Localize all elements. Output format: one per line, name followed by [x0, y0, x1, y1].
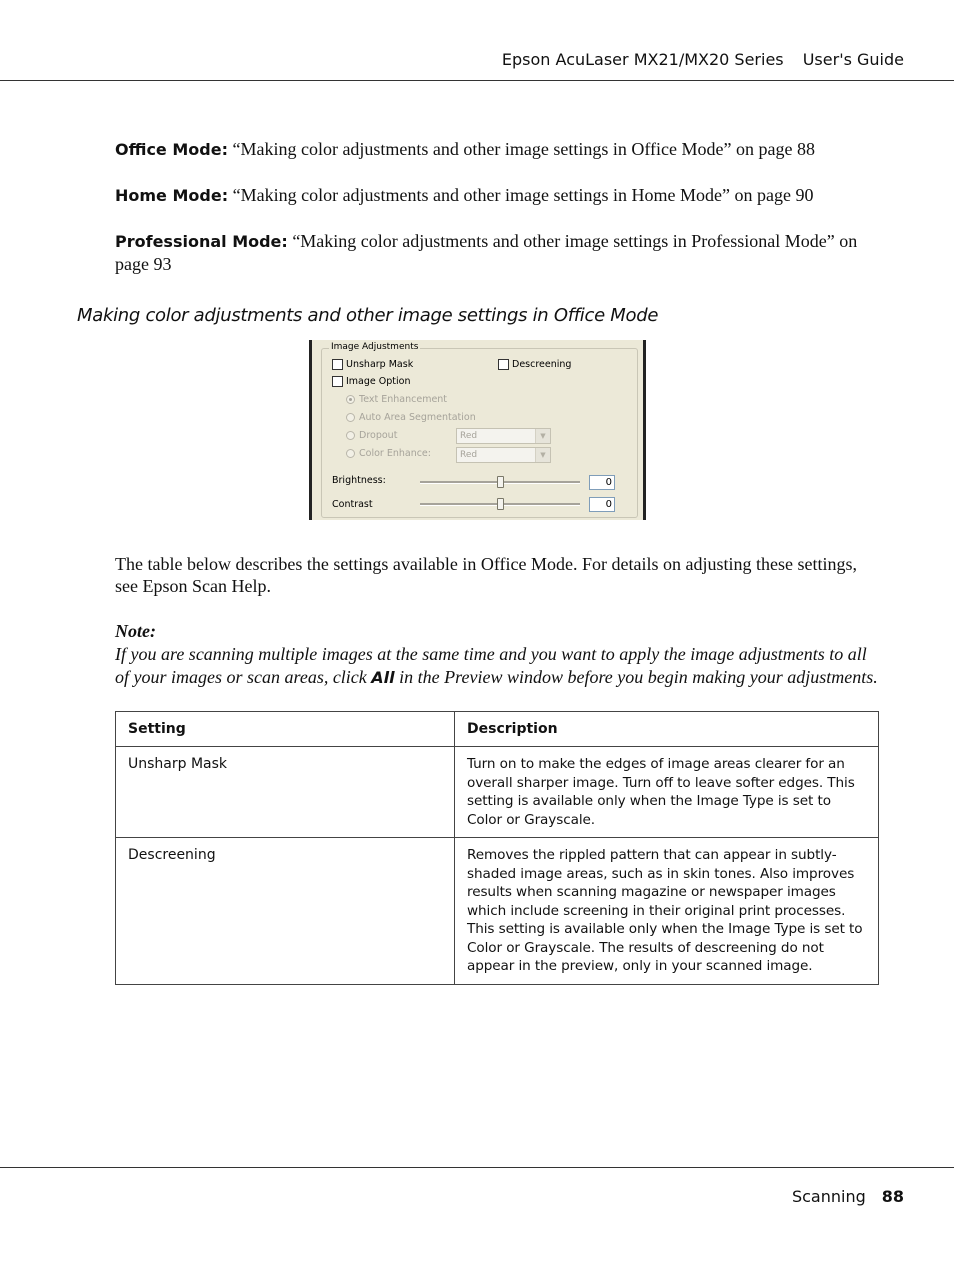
- text-enhancement-label: Text Enhancement: [359, 394, 448, 405]
- link-office-mode[interactable]: [115, 138, 880, 161]
- header-title: Epson AcuLaser MX21/MX20 Series: [501, 50, 784, 69]
- contrast-label: Contrast: [332, 499, 373, 510]
- description-cell: Turn on to make the edges of image areas clearer for an overall sharper image. Turn off to leave softer edges. This setting is available only when the Image Type is set to Color or Grayscale.: [455, 747, 879, 838]
- image-adjustments-screenshot: [309, 340, 646, 520]
- note-before: If you are scanning multiple images at the same time and you want to apply the image adjustments to all of your images or scan areas, click: [115, 644, 867, 687]
- dropout-label: Dropout: [359, 430, 398, 441]
- auto-area-segmentation-label: Auto Area Segmentation: [359, 412, 476, 423]
- link-home-mode[interactable]: [115, 184, 880, 207]
- unsharp-mask-label: Unsharp Mask: [346, 359, 414, 370]
- chevron-down-icon: ▼: [535, 448, 550, 462]
- intro-paragraph: The table below describes the settings available in Office Mode. For details on adjusting these settings, see Epson Scan Help.: [115, 554, 857, 596]
- unsharp-mask-checkbox[interactable]: [332, 359, 413, 370]
- checkbox-box: [332, 376, 343, 387]
- radio-dot: [346, 413, 355, 422]
- color-enhance-label: Color Enhance:: [359, 448, 431, 459]
- table-row: [116, 747, 879, 838]
- page-footer: [792, 1187, 904, 1206]
- descreening-label: Descreening: [512, 359, 572, 370]
- setting-cell: Descreening: [116, 838, 455, 985]
- table-row: [116, 838, 879, 985]
- color-enhance-radio[interactable]: [346, 448, 431, 459]
- link-text: “Making color adjustments and other image settings in Office Mode” on page 88: [227, 139, 815, 159]
- chevron-down-icon: ▼: [535, 429, 550, 443]
- radio-dot: [346, 449, 355, 458]
- link-professional-mode[interactable]: [115, 230, 880, 275]
- note-label: Note:: [115, 621, 156, 641]
- checkbox-box: [498, 359, 509, 370]
- note-text: [115, 643, 885, 689]
- link-label: Office Mode:: [115, 140, 228, 159]
- checkbox-box: [332, 359, 343, 370]
- contrast-input[interactable]: 0: [589, 497, 615, 512]
- brightness-label: Brightness:: [332, 475, 386, 486]
- link-label: Home Mode:: [115, 186, 229, 205]
- header-rule: [0, 80, 954, 81]
- text-enhancement-radio[interactable]: [346, 394, 447, 405]
- dropout-select-value: Red: [460, 431, 478, 441]
- settings-table: [115, 711, 879, 985]
- header-guide: User's Guide: [802, 50, 904, 69]
- note-after: in the Preview window before you begin making your adjustments.: [394, 667, 878, 687]
- page-header: [502, 50, 904, 69]
- group-title: Image Adjustments: [331, 342, 419, 352]
- header-setting: Setting: [116, 712, 455, 747]
- footer-rule: [0, 1167, 954, 1168]
- radio-dot: [346, 431, 355, 440]
- color-enhance-select[interactable]: [456, 447, 551, 463]
- link-label: Professional Mode:: [115, 232, 288, 251]
- descreening-checkbox[interactable]: [498, 359, 571, 370]
- setting-cell: Unsharp Mask: [116, 747, 455, 838]
- image-option-label: Image Option: [346, 376, 411, 387]
- footer-section: Scanning: [791, 1187, 866, 1206]
- radio-dot: [346, 395, 355, 404]
- link-text: “Making color adjustments and other image settings in Home Mode” on page 90: [228, 185, 814, 205]
- header-description: Description: [455, 712, 879, 747]
- auto-area-segmentation-radio[interactable]: [346, 412, 476, 423]
- section-title: Making color adjustments and other image settings in Office Mode: [77, 305, 659, 326]
- page-number: 88: [881, 1187, 904, 1206]
- color-enhance-select-value: Red: [460, 450, 478, 460]
- dropout-radio[interactable]: [346, 430, 397, 441]
- brightness-slider-thumb[interactable]: [497, 476, 504, 488]
- link-text: “Making color adjustments and other image settings in Professional Mode” on page 93: [115, 231, 858, 274]
- table-header-row: [116, 712, 879, 747]
- brightness-input[interactable]: 0: [589, 475, 615, 490]
- contrast-slider-thumb[interactable]: [497, 498, 504, 510]
- note-bold-all: All: [371, 668, 395, 687]
- dropout-select[interactable]: [456, 428, 551, 444]
- image-option-checkbox[interactable]: [332, 376, 410, 387]
- description-cell: Removes the rippled pattern that can appear in subtly-shaded image areas, such as in skin tones. Also improves results when scanning magazine or newspaper images which include screening in their original print processes. This setting is available only when the Image Type is set to Color or Grayscale. The results of descreening do not appear in the preview, only in your scanned image.: [455, 838, 879, 985]
- image-adjustments-group: [321, 342, 638, 518]
